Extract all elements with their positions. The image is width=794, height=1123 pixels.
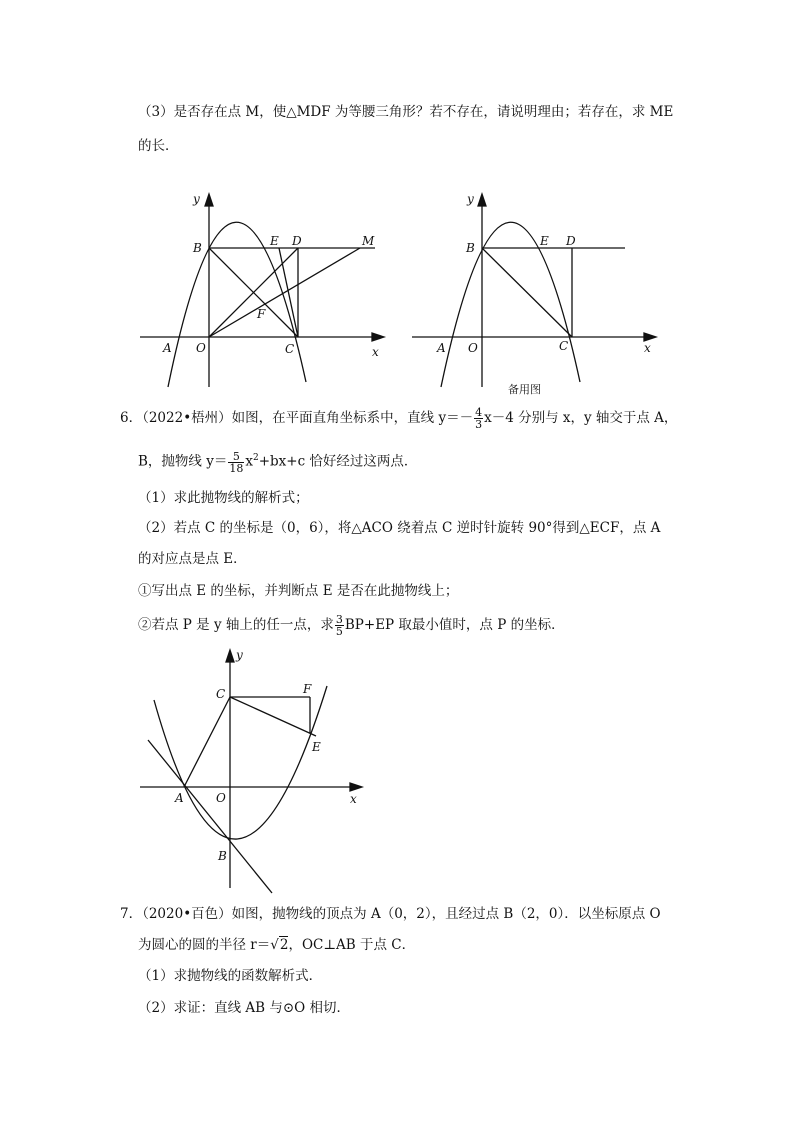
- fraction-3-5: $\frac{3}{5}$: [335, 613, 343, 638]
- q7-line2: 为圆心的圆的半径 r＝√2，OC⊥AB 于点 C．: [138, 937, 416, 953]
- label-x: x: [350, 792, 357, 806]
- q5-part3-line1: （3）是否存在点 M，使△MDF 为等腰三角形？若不存在，请说明理由；若存在，求 ME: [138, 104, 674, 120]
- label-x: x: [644, 341, 651, 355]
- line-AC: [184, 697, 230, 787]
- label-D: D: [566, 234, 576, 248]
- q6-line4: （2）若点 C 的坐标是（0，6），将△ACO 绕着点 C 逆时针旋转 90°得到△ECF，点 A: [138, 520, 661, 536]
- label-B: B: [193, 241, 202, 255]
- q5-part3-line2: 的长．: [138, 138, 179, 154]
- label-C: C: [216, 687, 226, 701]
- label-M: M: [362, 234, 375, 248]
- y-axis-arrow: [478, 194, 486, 206]
- label-C: C: [559, 339, 569, 353]
- x-axis-arrow: [644, 333, 656, 341]
- q6-line7: ②若点 P 是 y 轴上的任一点，求 $\frac{3}{5}$ BP+EP 取最小值时，点 P 的坐标．: [138, 613, 565, 638]
- label-A: A: [163, 341, 172, 355]
- q6-line3: （1）求此抛物线的解析式；: [138, 490, 309, 506]
- label-y: y: [193, 192, 200, 206]
- label-O: O: [196, 341, 206, 355]
- line-OD: [209, 248, 298, 337]
- x-axis-arrow: [372, 333, 384, 341]
- x-axis-arrow: [350, 783, 362, 791]
- label-y: y: [467, 192, 474, 206]
- q7-line1: 7．（2020•百色）如图，抛物线的顶点为 A（0，2），且经过点 B（2，0）．以坐标原点 O: [120, 906, 661, 922]
- parabola: [168, 222, 306, 387]
- label-O: O: [216, 791, 226, 805]
- label-F: F: [257, 307, 266, 321]
- q6-line2: B，抛物线 y＝ $\frac{5}{18}$ $x^2+bx+c$ 恰好经过这两点．: [138, 449, 418, 475]
- q7-line3: （1）求抛物线的函数解析式．: [138, 968, 323, 984]
- fraction-4-3: $\frac{4}{3}$: [475, 406, 483, 431]
- q6-line1: 6．（2022•梧州）如图，在平面直角坐标系中，直线 y＝－ $\frac{4}{3}$ x－4 分别与 x，y 轴交于点 A，: [120, 406, 678, 431]
- line-AB: [148, 740, 272, 893]
- label-C: C: [285, 342, 295, 356]
- line-BC: [482, 248, 572, 337]
- line-CE: [230, 697, 316, 736]
- label-y: y: [236, 648, 243, 662]
- label-O: O: [468, 341, 478, 355]
- y-axis-arrow: [205, 194, 213, 206]
- line-OM: [209, 248, 360, 337]
- figure-caption: 备用图: [508, 383, 541, 396]
- parabola: [154, 686, 327, 839]
- label-B: B: [466, 241, 475, 255]
- label-A: A: [437, 341, 446, 355]
- label-E: E: [312, 740, 321, 754]
- q6-line5: 的对应点是点 E．: [138, 551, 247, 567]
- label-E: E: [270, 234, 279, 248]
- label-B: B: [218, 849, 227, 863]
- label-D: D: [292, 234, 302, 248]
- label-x: x: [372, 345, 379, 359]
- sqrt-2: 2: [279, 937, 289, 953]
- y-axis-arrow: [226, 650, 234, 662]
- q6-line6: ①写出点 E 的坐标，并判断点 E 是否在此抛物线上；: [138, 583, 459, 599]
- label-E: E: [540, 234, 549, 248]
- line-BC: [209, 248, 298, 337]
- label-A: A: [175, 791, 184, 805]
- fraction-5-18: $\frac{5}{18}$: [229, 449, 244, 475]
- parabola: [441, 222, 580, 387]
- label-F: F: [303, 682, 312, 696]
- q7-line4: （2）求证：直线 AB 与⊙O 相切．: [138, 1000, 351, 1016]
- line-CE: [279, 248, 298, 337]
